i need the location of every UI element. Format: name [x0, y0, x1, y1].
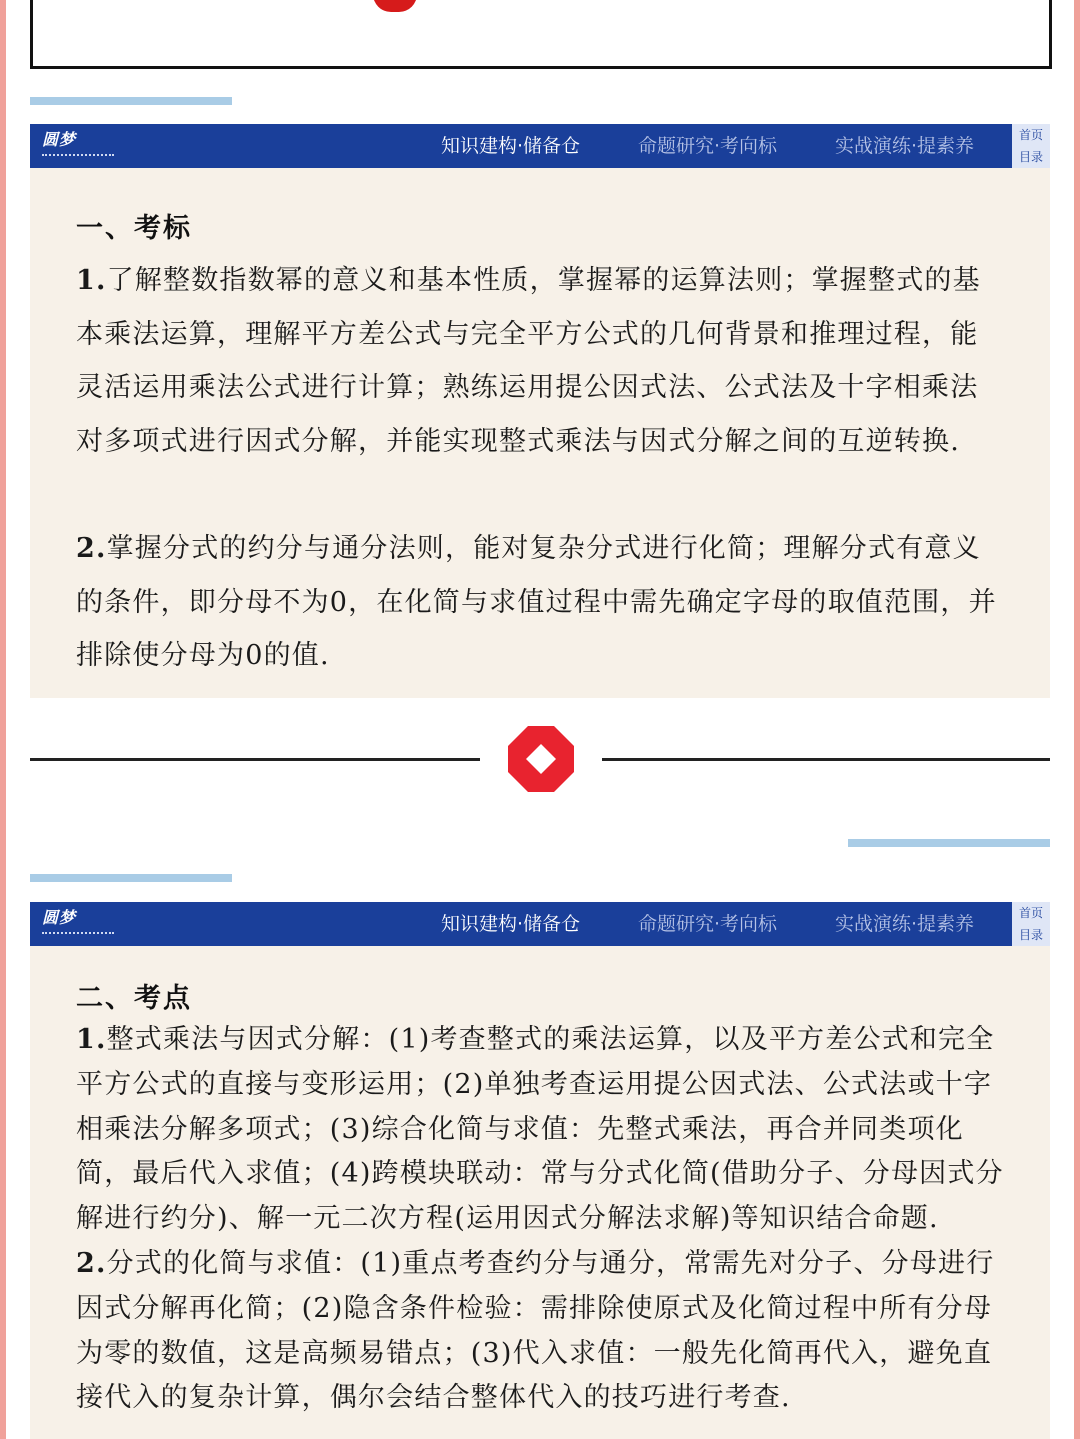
paragraph: [76, 522, 1006, 683]
accent-bar: [30, 97, 232, 105]
contents-link[interactable]: 目录: [1018, 928, 1043, 942]
home-link[interactable]: 首页: [1018, 128, 1043, 142]
previous-card-frame: [30, 0, 1052, 69]
diamond-divider-icon: [508, 726, 574, 792]
paragraph: [76, 1242, 1006, 1421]
slide-exam-points: [30, 902, 1050, 1439]
slide-header: [30, 902, 1010, 946]
slide-header: [30, 124, 1010, 168]
side-links: [1010, 124, 1050, 168]
nav-tab-knowledge[interactable]: 知识建构·储备仓: [441, 135, 581, 157]
slide-exam-standard: [30, 124, 1050, 698]
divider-line-right: [602, 758, 1050, 761]
nav-tab-practice[interactable]: 实战演练·提素养: [835, 913, 975, 935]
paragraph-text: 分式的化简与求值：(1)重点考查约分与通分，常需先对分子、分母进行因式分解再化简；(2)隐含条件检验：需排除使原式及化简过程中所有分母为零的数值，这是高频易错点；(3)代入求值：一般先化简再代入，避免直接代入的复杂计算，偶尔会结合整体代入的技巧进行考查.: [76, 1248, 995, 1414]
contents-link[interactable]: 目录: [1018, 150, 1043, 164]
home-link[interactable]: 首页: [1018, 906, 1043, 920]
nav-tab-research[interactable]: 命题研究·考向标: [638, 135, 778, 157]
paragraph: [76, 1018, 1006, 1242]
divider-line-left: [30, 758, 480, 761]
logo-icon: 圆梦: [42, 908, 152, 942]
page-edge-right: [1074, 0, 1080, 1439]
paragraph-text: 了解整数指数幂的意义和基本性质，掌握幂的运算法则；掌握整式的基本乘法运算，理解平方差公式与完全平方公式的几何背景和推理过程，能灵活运用乘法公式进行计算；熟练运用提公因式法、公式法及十字相乘法对多项式进行因式分解，并能实现整式乘法与因式分解之间的互逆转换.: [76, 265, 981, 457]
nav-tab-practice[interactable]: 实战演练·提素养: [835, 135, 975, 157]
accent-bar: [848, 839, 1050, 847]
section-heading: 二、考点: [76, 983, 192, 1014]
paragraph: [76, 254, 1006, 468]
nav-tab-knowledge[interactable]: 知识建构·储备仓: [441, 913, 581, 935]
nav-tab-research[interactable]: 命题研究·考向标: [638, 913, 778, 935]
section-heading: 一、考标: [76, 213, 192, 244]
page-edge-left: [0, 0, 6, 1439]
paragraph-number: 1.: [76, 265, 107, 296]
paragraph-number: 2.: [76, 533, 107, 564]
paragraph-text: 掌握分式的约分与通分法则，能对复杂分式进行化简；理解分式有意义的条件，即分母不为0，在化简与求值过程中需先确定字母的取值范围，并排除使分母为0的值.: [76, 533, 997, 672]
side-links: [1010, 902, 1050, 946]
accent-bar: [30, 874, 232, 882]
logo-icon: 圆梦: [42, 130, 152, 164]
paragraph-number: 2.: [76, 1248, 107, 1279]
paragraph-text: 整式乘法与因式分解：(1)考查整式的乘法运算，以及平方差公式和完全平方公式的直接与变形运用；(2)单独考查运用提公因式法、公式法或十字相乘法分解多项式；(3)综合化简与求值：先整式乘法，再合并同类项化简，最后代入求值；(4)跨模块联动：常与分式化简(借助分子、分母因式分解进行约分)、解一元二次方程(运用因式分解法求解)等知识结合命题.: [76, 1024, 1004, 1235]
paragraph-number: 1.: [76, 1024, 107, 1055]
